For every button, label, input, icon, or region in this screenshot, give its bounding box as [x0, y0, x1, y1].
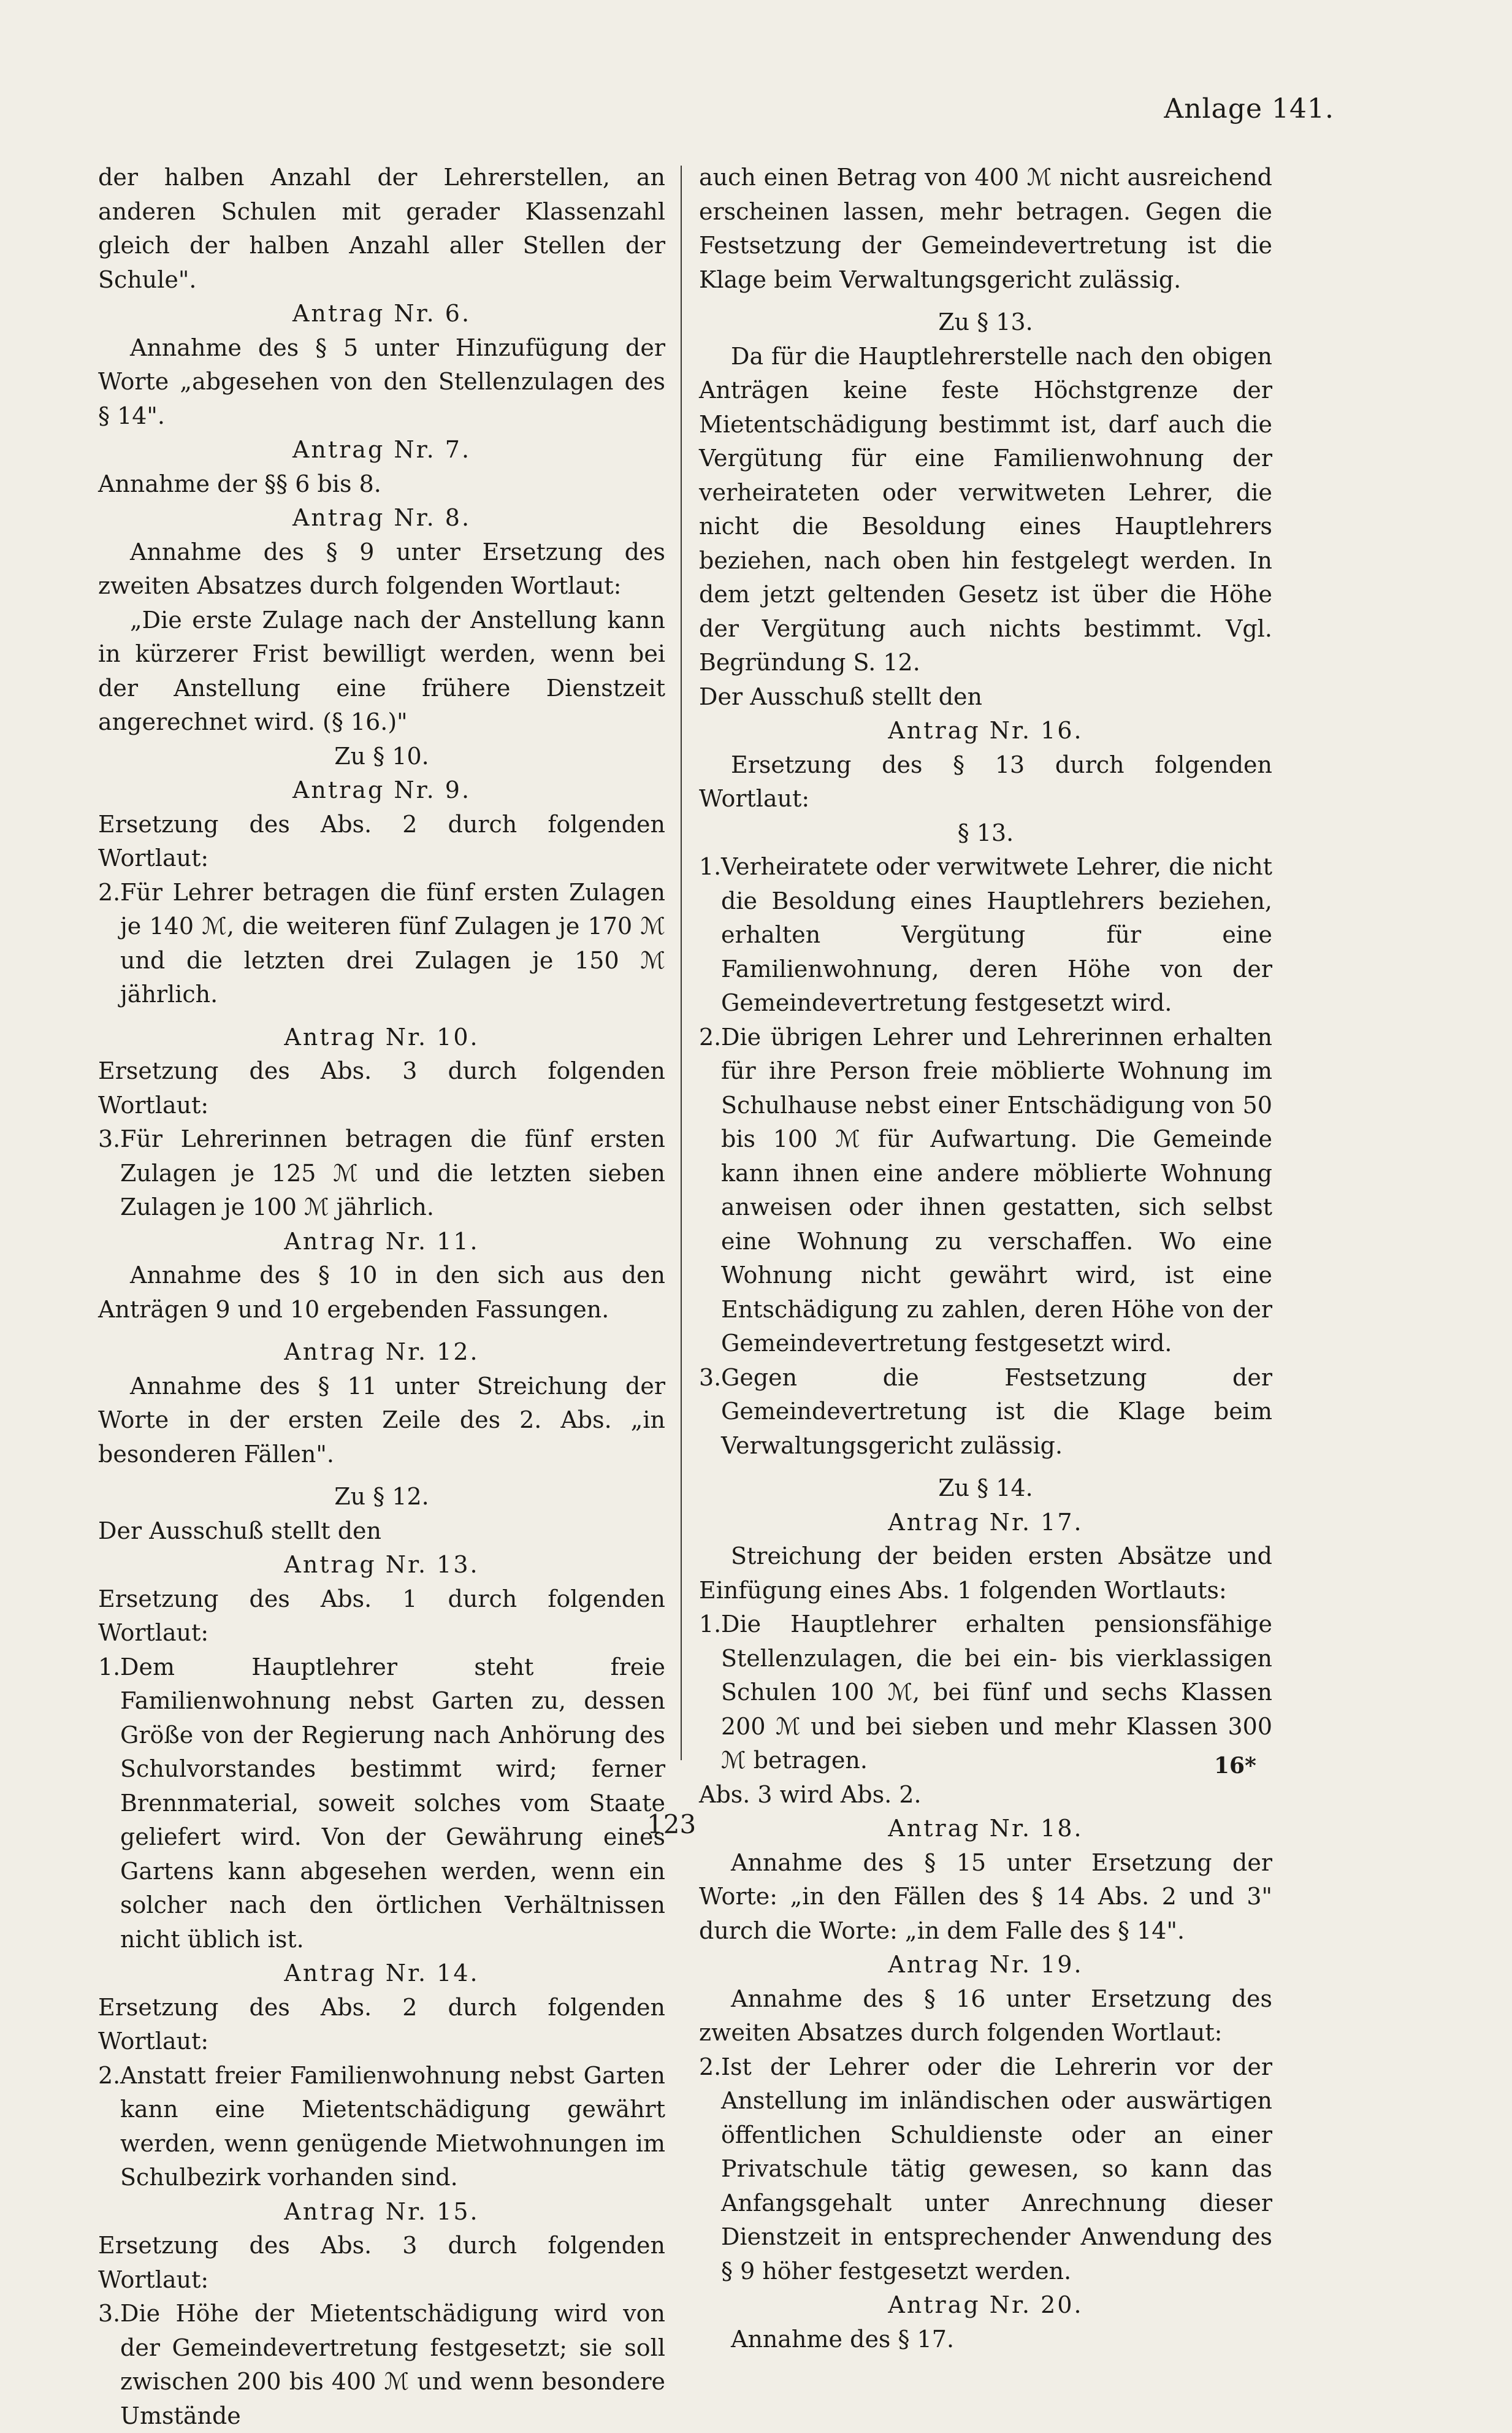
- motion-heading: Antrag Nr. 15.: [284, 2197, 479, 2225]
- column-divider: [681, 166, 682, 1760]
- paragraph: Annahme des § 11 unter Streichung der Worte in der ersten Zeile des 2. Abs. „in besonderen Fällen".: [98, 1372, 665, 1468]
- item-text: Gegen die Festsetzung der Gemeindevertretung ist die Klage beim Verwaltungsgericht zulässig.: [721, 1363, 1272, 1459]
- item-text: Die Hauptlehrer erhalten pensionsfähige Stellenzulagen, die bei ein- bis vierklassigen Schulen 100 ℳ, bei fünf und sechs Klassen 200 ℳ und bei sieben und mehr Klassen 300 ℳ betragen.: [721, 1611, 1272, 1774]
- numbered-item: [699, 1607, 1272, 1778]
- item-number: 1.: [98, 1653, 121, 1680]
- item-text: Verheiratete oder verwitwete Lehrer, die nicht die Besoldung eines Hauptlehrers beziehen, erhalten Vergütung für eine Familienwohnung, deren Höhe von der Gemeindevertretung festgesetzt wird.: [721, 853, 1272, 1016]
- item-number: 3.: [699, 1363, 722, 1391]
- motion-heading: Antrag Nr. 6.: [292, 300, 472, 327]
- numbered-item: [98, 2059, 665, 2195]
- paragraph: auch einen Betrag von 400 ℳ nicht ausreichend erscheinen lassen, mehr betragen. Gegen die Festsetzung der Gemeindevertretung ist die Klage beim Verwaltungsgericht zulässig.: [699, 164, 1272, 293]
- motion-heading: Antrag Nr. 11.: [284, 1227, 479, 1255]
- motion-heading: Antrag Nr. 14.: [284, 1960, 479, 1987]
- numbered-item: [98, 2297, 665, 2433]
- motion-heading: Antrag Nr. 18.: [888, 1815, 1083, 1842]
- section-heading: § 13.: [957, 819, 1014, 846]
- annex-heading: Anlage 141.: [1164, 93, 1334, 125]
- motion-heading: Antrag Nr. 13.: [284, 1551, 479, 1578]
- quoted-text: „Die erste Zulage nach der Anstellung kann in kürzerer Frist bewilligt werden, wenn bei der Anstellung eine frühere Dienstzeit angerechnet wird. (§ 16.)": [98, 606, 665, 735]
- numbered-item: [98, 1650, 665, 1957]
- paragraph: Annahme des § 15 unter Ersetzung der Worte: „in den Fällen des § 14 Abs. 2 und 3" durch die Worte: „in dem Falle des § 14".: [699, 1849, 1272, 1944]
- paragraph: Ersetzung des Abs. 1 durch folgenden Wortlaut:: [98, 1585, 665, 1646]
- motion-heading: Antrag Nr. 9.: [292, 776, 472, 803]
- paragraph: Ersetzung des Abs. 3 durch folgenden Wortlaut:: [98, 1057, 665, 1119]
- item-text: Für Lehrerinnen betragen die fünf ersten Zulagen je 125 ℳ und die letzten sieben Zulagen je 100 ℳ jährlich.: [120, 1125, 665, 1220]
- item-text: Die Höhe der Mietentschädigung wird von der Gemeindevertretung festgesetzt; sie soll zwischen 200 bis 400 ℳ und wenn besondere Umstände: [120, 2300, 665, 2429]
- paragraph: Annahme des § 10 in den sich aus den Anträgen 9 und 10 ergebenden Fassungen.: [98, 1262, 665, 1323]
- page-number: 123: [647, 1809, 697, 1839]
- right-column: [699, 161, 1272, 2356]
- motion-heading: Antrag Nr. 16.: [888, 717, 1083, 744]
- item-text: Die übrigen Lehrer und Lehrerinnen erhalten für ihre Person freie möblierte Wohnung im Schulhause nebst einer Entschädigung von 50 bis 100 ℳ für Aufwartung. Die Gemeinde kann ihnen eine andere möblierte Wohnung anweisen oder ihnen gestatten, sich selbst eine Wohnung zu verschaffen. Wo eine Wohnung nicht gewährt wird, ist eine Entschädigung zu zahlen, deren Höhe von der Gemeindevertretung festgesetzt wird.: [721, 1023, 1272, 1357]
- signature-mark: 16*: [1214, 1753, 1256, 1779]
- numbered-item: [699, 1361, 1272, 1463]
- item-text: Für Lehrer betragen die fünf ersten Zulagen je 140 ℳ, die weiteren fünf Zulagen je 170 ℳ und die letzten drei Zulagen je 150 ℳ jährlich.: [120, 878, 665, 1008]
- motion-heading: Antrag Nr. 20.: [888, 2291, 1083, 2318]
- left-column: [98, 161, 665, 2433]
- numbered-item: [699, 2050, 1272, 2289]
- paragraph: Ersetzung des Abs. 2 durch folgenden Wortlaut:: [98, 810, 665, 872]
- numbered-item: [699, 850, 1272, 1021]
- motion-heading: Antrag Nr. 17.: [888, 1508, 1083, 1536]
- item-number: 2.: [699, 2053, 722, 2080]
- motion-heading: Antrag Nr. 12.: [284, 1338, 479, 1365]
- section-heading: Zu § 13.: [938, 308, 1033, 335]
- paragraph: Annahme des § 16 unter Ersetzung des zweiten Absatzes durch folgenden Wortlaut:: [699, 1985, 1272, 2046]
- section-heading: Zu § 10.: [334, 742, 429, 770]
- paragraph: Annahme des § 5 unter Hinzufügung der Worte „abgesehen von den Stellenzulagen des § 14".: [98, 334, 665, 429]
- item-number: 1.: [699, 1611, 722, 1638]
- paragraph: Der Ausschuß stellt den: [699, 683, 983, 710]
- section-heading: Zu § 12.: [334, 1483, 429, 1510]
- item-text: Ist der Lehrer oder die Lehrerin vor der Anstellung im inländischen oder auswärtigen öffentlichen Schuldienste oder an einer Privatschule tätig gewesen, so kann das Anfangsgehalt unter Anrechnung dieser Dienstzeit in entsprechender Anwendung des § 9 höher festgesetzt werden.: [721, 2053, 1272, 2285]
- paragraph: Annahme des § 9 unter Ersetzung des zweiten Absatzes durch folgenden Wortlaut:: [98, 538, 665, 599]
- paragraph: Annahme der §§ 6 bis 8.: [98, 470, 381, 497]
- numbered-item: [699, 1021, 1272, 1361]
- paragraph: Ersetzung des Abs. 2 durch folgenden Wortlaut:: [98, 1993, 665, 2055]
- motion-heading: Antrag Nr. 8.: [292, 504, 472, 531]
- motion-heading: Antrag Nr. 19.: [888, 1951, 1083, 1978]
- numbered-item: [98, 876, 665, 1012]
- item-number: 2.: [98, 878, 121, 906]
- item-number: 2.: [98, 2061, 121, 2089]
- motion-heading: Antrag Nr. 10.: [284, 1023, 479, 1051]
- numbered-item: [98, 1122, 665, 1225]
- paragraph: Abs. 3 wird Abs. 2.: [699, 1780, 922, 1808]
- paragraph: Der Ausschuß stellt den: [98, 1517, 382, 1544]
- item-number: 3.: [98, 2300, 121, 2327]
- paragraph: Ersetzung des Abs. 3 durch folgenden Wortlaut:: [98, 2232, 665, 2293]
- item-text: Dem Hauptlehrer steht freie Familienwohnung nebst Garten zu, dessen Größe von der Regierung nach Anhörung des Schulvorstandes bestimmt wird; ferner Brennmaterial, soweit solches vom Staate geliefert wird. Von der Gewährung eines Gartens kann abgesehen werden, wenn ein solcher nach den örtlichen Verhältnissen nicht üblich ist.: [120, 1653, 665, 1953]
- paragraph: der halben Anzahl der Lehrerstellen, an anderen Schulen mit gerader Klassenzahl gleich der halben Anzahl aller Stellen der Schule".: [98, 164, 665, 293]
- paragraph: Streichung der beiden ersten Absätze und Einfügung eines Abs. 1 folgenden Wortlauts:: [699, 1542, 1272, 1604]
- item-number: 1.: [699, 853, 722, 880]
- paragraph: Da für die Hauptlehrerstelle nach den obigen Anträgen keine feste Höchstgrenze der Mietentschädigung bestimmt ist, darf auch die Vergütung für eine Familienwohnung der verheirateten oder verwitweten Lehrer, die nicht die Besoldung eines Hauptlehrers beziehen, nach oben hin festgelegt werden. In dem jetzt geltenden Gesetz ist über die Höhe der Vergütung auch nichts bestimmt. Vgl. Begründung S. 12.: [699, 342, 1272, 676]
- motion-heading: Antrag Nr. 7.: [292, 436, 472, 463]
- item-text: Anstatt freier Familienwohnung nebst Garten kann eine Mietentschädigung gewährt werden, wenn genügende Mietwohnungen im Schulbezirk vorhanden sind.: [120, 2061, 665, 2191]
- paragraph: Annahme des § 17.: [731, 2325, 955, 2353]
- item-number: 2.: [699, 1023, 722, 1051]
- section-heading: Zu § 14.: [938, 1474, 1033, 1501]
- paragraph: Ersetzung des § 13 durch folgenden Wortlaut:: [699, 751, 1272, 812]
- item-number: 3.: [98, 1125, 121, 1152]
